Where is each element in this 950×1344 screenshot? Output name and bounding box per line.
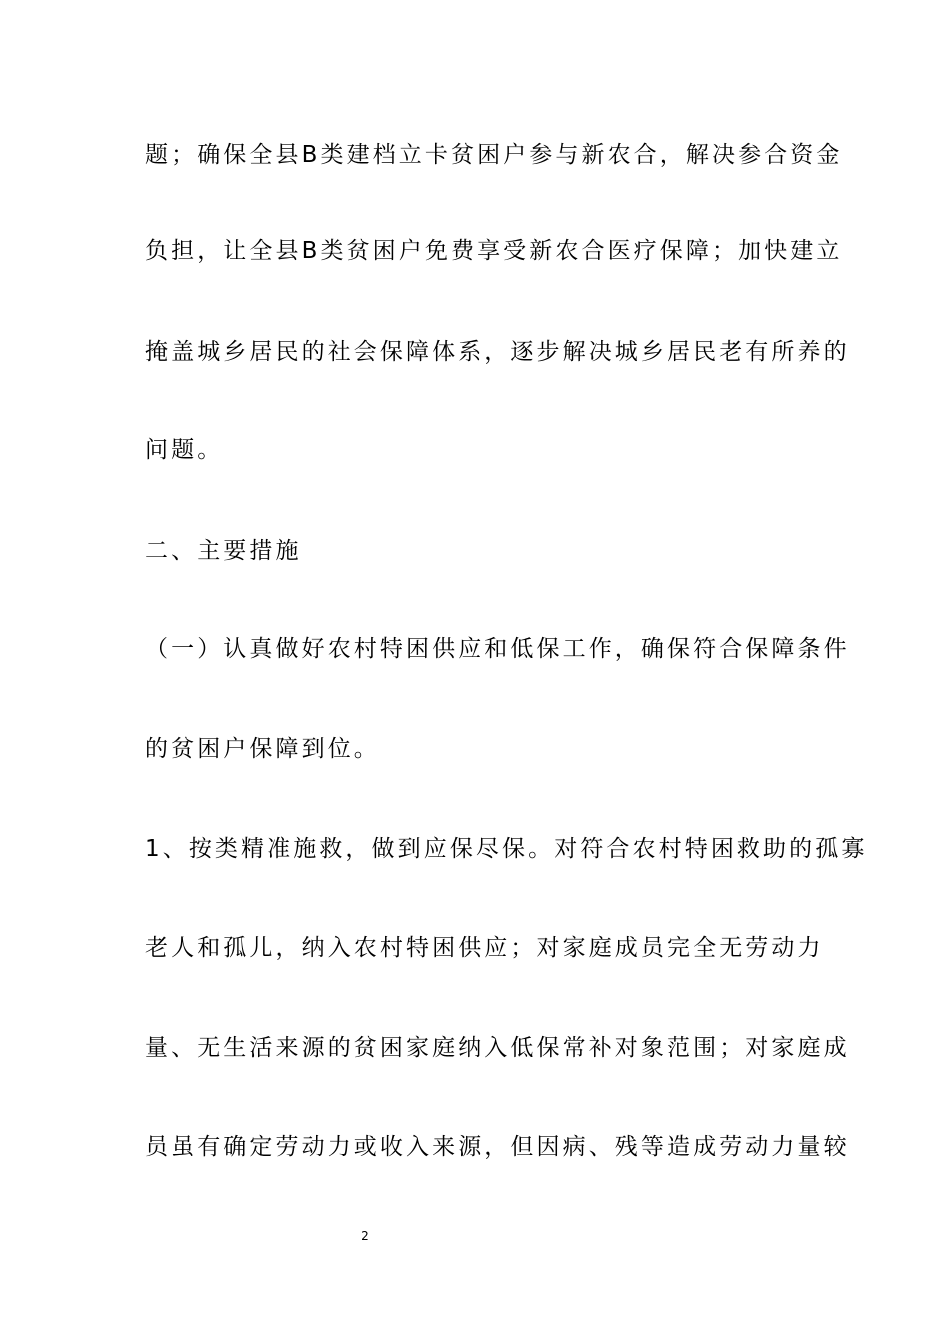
text-line-7: 的贫困户保障到位。: [145, 736, 380, 762]
subsection-heading: （一）认真做好农村特困供应和低保工作，确保符合保障条件: [145, 636, 850, 662]
text-line-10: 量、无生活来源的贫困家庭纳入低保常补对象范围；对家庭成: [145, 1035, 850, 1061]
text-line-4: 问题。: [145, 437, 224, 463]
section-heading: 二、主要措施: [145, 538, 302, 564]
text-line-2: 负担，让全县B类贫困户免费享受新农合医疗保障；加快建立: [145, 238, 843, 264]
text-line-3: 掩盖城乡居民的社会保障体系，逐步解决城乡居民老有所养的: [145, 339, 850, 365]
text-line-8: 1、按类精准施救，做到应保尽保。对符合农村特困救助的孤寡: [145, 836, 868, 862]
text-line-9: 老人和孤儿，纳入农村特困供应；对家庭成员完全无劳动力: [145, 935, 824, 961]
text-line-1: 题；确保全县B类建档立卡贫困户参与新农合，解决参合资金: [145, 142, 843, 168]
text-line-11: 员虽有确定劳动力或收入来源，但因病、残等造成劳动力量较: [145, 1134, 850, 1160]
page-number: 2: [361, 1229, 369, 1243]
